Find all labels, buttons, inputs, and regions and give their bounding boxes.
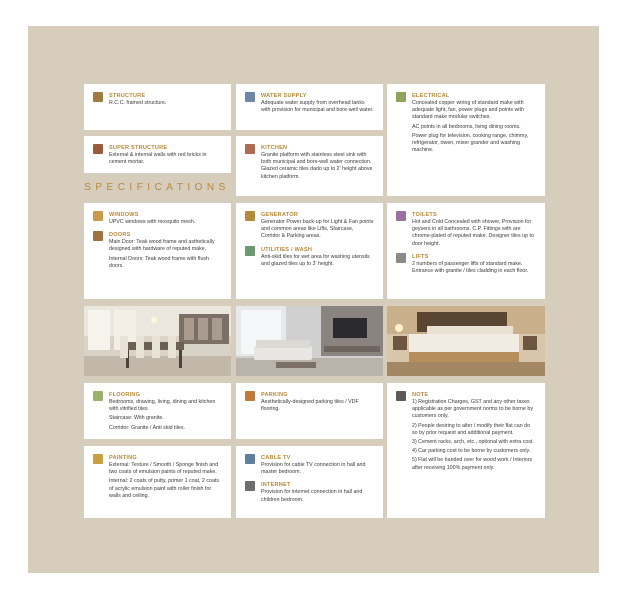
bedroom-illustration — [387, 306, 545, 376]
spec-line: Bedrooms, drawing, living, dining and kitchen with vitrified tiles. — [109, 399, 216, 413]
spec-line: Adequate water supply from overhead tanks with provision for municipal and bore-well water. — [261, 100, 374, 114]
spec-line: 4) Car parking cost to be borne by customers only. — [412, 448, 531, 455]
lift-icon — [396, 253, 406, 263]
spec-line: 5) Flat will be handed over for wood work / Interiors after receiving 100% payment only. — [412, 457, 533, 471]
spec-item — [93, 144, 222, 166]
card-electrical — [387, 84, 545, 196]
spec-text — [412, 261, 536, 275]
spec-line: 2) People desiring to alter / modify their flat can do so by prior request and additional payment. — [412, 422, 531, 436]
living-room-illustration — [236, 306, 383, 376]
spec-title: UTILITIES / WASH — [261, 246, 313, 253]
spec-line: Hot and Cold Concealed with shower, Provision for geysers in all bathrooms. C.P. Fittings with are chrome-plated of reputed make. Designer tiles up to door height. — [412, 219, 534, 247]
note-icon — [396, 391, 406, 401]
spec-line: Main Door: Teak wood frame and asthetically designed with hardware of reputed make. — [109, 239, 215, 253]
spec-line: Provision for internet connection in hall and children bedroom. — [261, 489, 363, 503]
card-cable-internet — [236, 446, 383, 518]
spec-text — [412, 100, 536, 154]
spec-item — [245, 481, 374, 503]
card-toilets-lifts — [387, 203, 545, 299]
utilities-icon — [245, 246, 255, 256]
toilet-icon — [396, 211, 406, 221]
spec-title: STRUCTURE — [109, 93, 146, 99]
spec-item — [245, 454, 374, 476]
spec-item — [245, 211, 374, 241]
spec-text — [412, 399, 536, 472]
tv-icon — [245, 454, 255, 464]
spec-line: Power plug for television, cooking range, chimmy, refrigerator, owen, mixer grander and washing machine. — [412, 132, 529, 154]
window-icon — [93, 211, 103, 221]
spec-item — [245, 144, 374, 181]
spec-line: Concealed copper wiring of standard make with adequate light, fan, power plugs and points with standard make modular switches. — [412, 100, 524, 121]
card-flooring — [84, 383, 231, 439]
spec-text — [261, 462, 374, 476]
spec-item — [396, 253, 536, 275]
spec-text — [261, 489, 374, 503]
structure-icon — [93, 92, 103, 102]
spec-text — [109, 152, 222, 166]
spec-title: CABLE TV — [261, 455, 291, 461]
internet-icon — [245, 481, 255, 491]
spec-line: Anti-skid tiles for wet area for washing utensils and glazed tiles up to 3' height. — [261, 253, 370, 267]
dining-room-photo — [84, 306, 231, 376]
flooring-icon — [93, 391, 103, 401]
spec-text — [109, 100, 222, 107]
spec-text — [109, 462, 222, 500]
card-painting — [84, 446, 231, 518]
dining-room-illustration — [84, 306, 231, 376]
spec-line: External: Texture / Smooth / Sponge finish and two coats of emulsion paints of reputed make. — [109, 462, 219, 476]
spec-text — [261, 254, 374, 268]
spec-line: Corridor: Granite / Anti skid tiles. — [109, 424, 185, 431]
spec-line: Staircase: With granite. — [109, 415, 164, 422]
spec-item — [396, 211, 536, 248]
spec-item — [93, 454, 222, 500]
spec-text — [261, 100, 374, 114]
painting-icon — [93, 454, 103, 464]
generator-icon — [245, 211, 255, 221]
water-icon — [245, 92, 255, 102]
spec-item — [93, 92, 222, 107]
spec-title: PAINTING — [109, 455, 137, 461]
spec-title: LIFTS — [412, 253, 429, 260]
spec-item — [396, 391, 536, 472]
spec-text — [109, 399, 222, 432]
kitchen-icon — [245, 144, 255, 154]
spec-item — [396, 92, 536, 154]
card-water-supply — [236, 84, 383, 130]
card-windows-doors — [84, 203, 231, 299]
spec-text — [109, 219, 222, 226]
living-room-photo — [236, 306, 383, 376]
card-generator-utilities — [236, 203, 383, 299]
bedroom-photo — [387, 306, 545, 376]
spec-text — [261, 399, 374, 413]
spec-title: NOTE — [412, 392, 429, 398]
spec-title: WINDOWS — [109, 212, 139, 218]
spec-item — [245, 391, 374, 413]
spec-text — [412, 219, 536, 248]
parking-icon — [245, 391, 255, 401]
specifications-heading: SPECIFICATIONS — [84, 182, 230, 193]
spec-text — [109, 239, 222, 270]
spec-line: External & internal walls with red bricks in cement mortar. — [109, 152, 207, 166]
spec-text — [261, 152, 374, 181]
spec-line: 3) Cement racks, arch, etc., optional with extra cost. — [412, 439, 534, 446]
door-icon — [93, 231, 103, 241]
spec-title: GENERATOR — [261, 212, 299, 218]
spec-title: TOILETS — [412, 212, 437, 218]
spec-title: PARKING — [261, 392, 288, 398]
spec-line: Generator Power back-up for Light & Fan points and common areas like Lifts, Staircase, Corridor & Parking areas. — [261, 219, 374, 240]
spec-item — [93, 211, 222, 226]
spec-line: Provision for cable TV connection in hall and master bedroom. — [261, 462, 366, 476]
spec-title: FLOORING — [109, 392, 141, 398]
spec-title: INTERNET — [261, 482, 291, 489]
card-kitchen — [236, 136, 383, 196]
spec-line: AC points in all bedrooms, living dining rooms. — [412, 123, 521, 130]
card-parking — [236, 383, 383, 439]
spec-title: WATER SUPPLY — [261, 93, 307, 99]
spec-line: Aesthetically-designed parking tiles / VDF flooring. — [261, 399, 359, 413]
spec-line: 2 numbers of passenger lifts of standard make. Entrance with granite / tiles cladding in each floor. — [412, 260, 529, 275]
spec-item — [93, 231, 222, 270]
spec-title: KITCHEN — [261, 145, 288, 151]
spec-title: SUPER STRUCTURE — [109, 145, 168, 151]
card-note — [387, 383, 545, 518]
spec-line: Granite platform with stainless steel sink with both municipal and bore-well water connection. Glazed ceramic tiles dado up to 2' height above kitchen platform. — [261, 152, 373, 180]
spec-line: R.C.C. framed structure. — [109, 100, 167, 106]
card-structure — [84, 84, 231, 130]
spec-line: Internal Doors: Teak wood frame with flush doors. — [109, 255, 210, 269]
spec-line: Internal: 2 coats of putty, primer 1 coat, 2 coats of acrylic emulsion paint with roller finish for walls and ceiling. — [109, 478, 220, 499]
spec-item — [245, 92, 374, 114]
spec-title: DOORS — [109, 232, 131, 239]
spec-item — [93, 391, 222, 432]
spec-line: 1) Registration Charges, GST and any other taxes applicable as per government norms to be borne by customers only. — [412, 399, 534, 420]
card-super-structure — [84, 136, 231, 173]
electrical-icon — [396, 92, 406, 102]
spec-item — [245, 246, 374, 268]
spec-text — [261, 219, 374, 241]
spec-title: ELECTRICAL — [412, 93, 450, 99]
spec-line: UPVC windows with mosquito mesh. — [109, 219, 196, 225]
brick-icon — [93, 144, 103, 154]
